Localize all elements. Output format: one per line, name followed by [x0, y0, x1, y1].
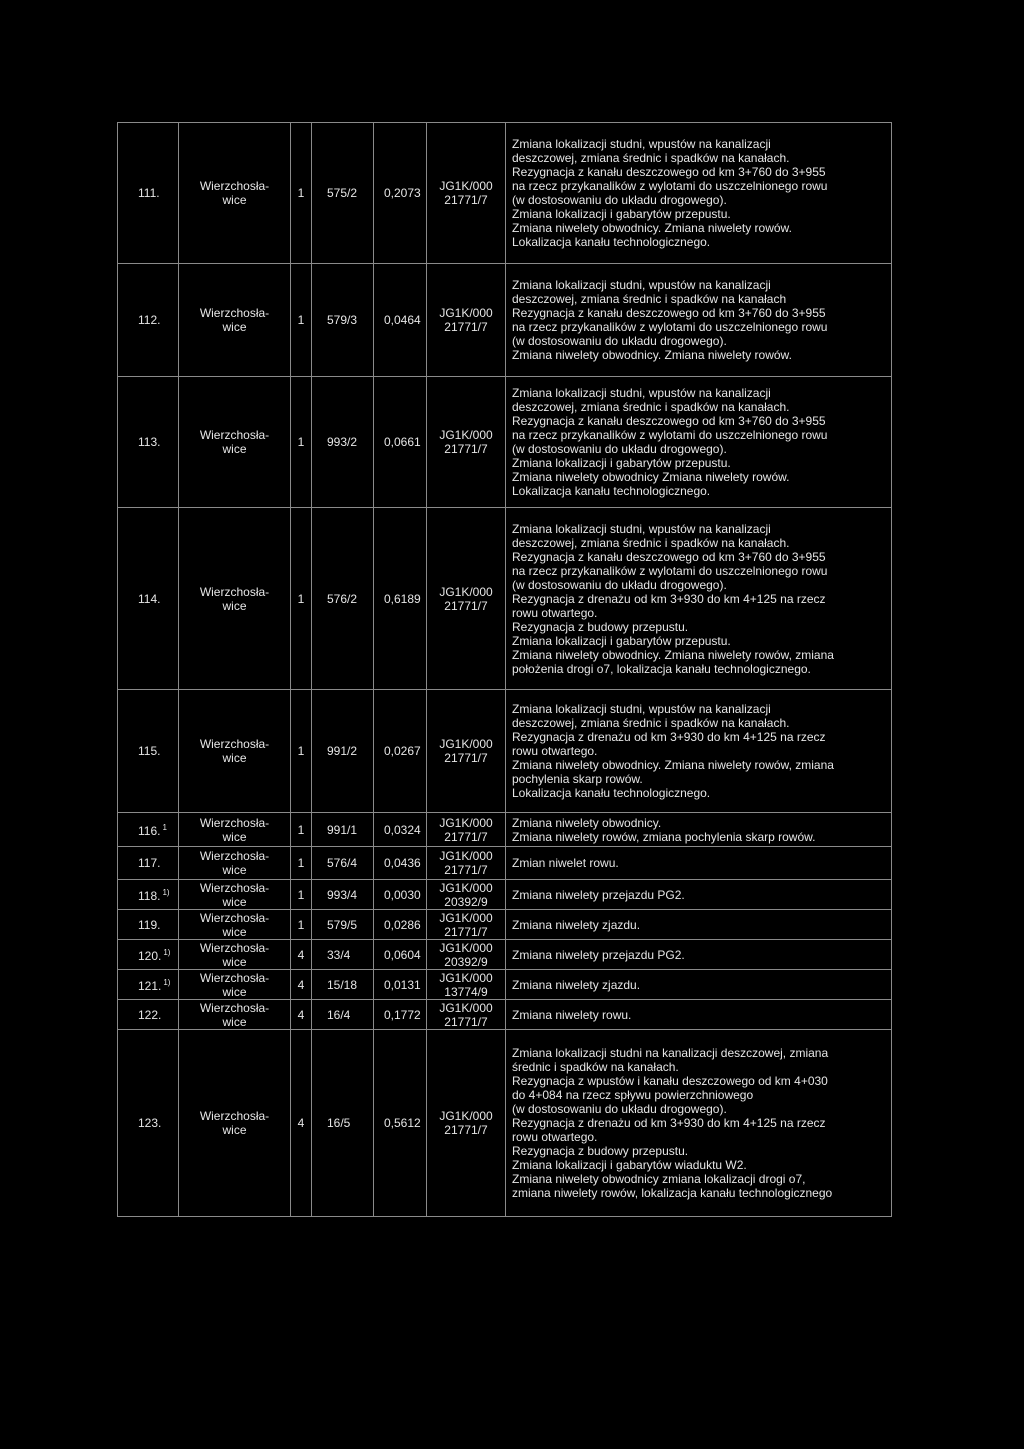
precinct-name-line: Wierzchosła- [199, 849, 270, 863]
land-register-line: JG1K/000 [439, 428, 493, 442]
precinct-cell [179, 123, 291, 264]
row-number: 112. [138, 313, 161, 327]
change-description-cell [506, 123, 892, 264]
area-value: 0,0661 [384, 435, 421, 449]
table-row [118, 880, 892, 910]
description-line: rowu otwartego. [512, 744, 598, 758]
area-cell [374, 940, 427, 970]
description-line: Zmiana niwelety zjazdu. [512, 917, 641, 932]
row-number-cell [118, 264, 179, 377]
row-number-cell [118, 123, 179, 264]
change-description-cell [506, 880, 892, 910]
parcel-cell [312, 377, 374, 508]
row-number: 113. [138, 435, 161, 449]
precinct-name-line: wice [222, 984, 247, 999]
precinct-name-line: wice [222, 894, 247, 909]
row-number: 118. [138, 889, 161, 903]
table-row [118, 508, 892, 690]
description-line: Zmiana niwelety obwodnicy. [512, 815, 662, 830]
row-number: 115. [138, 744, 161, 758]
precinct-cell [179, 690, 291, 813]
parcel-number: 991/1 [327, 822, 358, 837]
description-line: Zmiana niwelety obwodnicy. Zmiana niwelety rowów, zmiana [512, 647, 834, 662]
description-line: Zmiana lokalizacji i gabarytów wiaduktu W2. [512, 1158, 747, 1172]
change-description-cell [506, 1000, 892, 1030]
description-line: Rezygnacja z drenażu od km 3+930 do km 4+125 na rzecz [512, 730, 826, 744]
land-register-line: JG1K/000 [439, 737, 493, 751]
land-register-cell [427, 690, 506, 813]
description-line: zmiana niwelety rowów, lokalizacja kanału technologicznego [512, 1186, 833, 1200]
description-line: Zmiana niwelety przejazdu PG2. [512, 887, 685, 902]
parcel-number: 575/2 [327, 186, 358, 200]
description-line: położenia drogi o7, lokalizacja kanału technologicznego. [512, 661, 811, 676]
description-line: Zmiana lokalizacji i gabarytów przepustu. [512, 456, 731, 470]
land-register-line: 21771/7 [444, 1123, 488, 1137]
land-register-cell [427, 1000, 506, 1030]
parcel-number: 579/3 [327, 313, 358, 327]
land-register-line: JG1K/000 [439, 179, 493, 193]
change-description-cell [506, 940, 892, 970]
row-number: 122. [138, 1007, 162, 1022]
description-line: Rezygnacja z drenażu od km 3+930 do km 4+125 na rzecz [512, 1116, 826, 1130]
precinct-name-line: Wierzchosła- [199, 910, 270, 925]
description-line: deszczowej, zmiana średnic i spadków na kanałach. [512, 716, 790, 730]
description-line: Zmiana lokalizacji studni, wpustów na kanalizacji [512, 386, 771, 400]
sheet-number: 1 [297, 887, 305, 902]
land-register-line: 20392/9 [444, 954, 488, 969]
sheet-cell [291, 880, 312, 910]
description-line: Rezygnacja z budowy przepustu. [512, 619, 689, 634]
sheet-cell [291, 940, 312, 970]
parcel-cell [312, 970, 374, 1000]
parcel-cell [312, 813, 374, 847]
sheet-cell [291, 508, 312, 690]
description-line: (w dostosowaniu do układu drogowego). [512, 193, 727, 207]
precinct-name-line: Wierzchosła- [199, 1000, 270, 1015]
row-number-cell [118, 940, 179, 970]
precinct-name-line: wice [222, 863, 247, 877]
precinct-name-line: Wierzchosła- [199, 179, 270, 193]
area-cell [374, 970, 427, 1000]
sheet-cell [291, 970, 312, 1000]
description-line: Zmiana lokalizacji studni, wpustów na kanalizacji [512, 278, 771, 292]
land-register-line: 21771/7 [444, 829, 488, 844]
land-register-line: JG1K/000 [439, 815, 493, 830]
precinct-name-line: wice [222, 1014, 247, 1029]
description-line: (w dostosowaniu do układu drogowego). [512, 577, 727, 592]
sheet-cell [291, 1000, 312, 1030]
area-value: 0,0604 [384, 947, 421, 962]
parcel-number: 993/2 [327, 435, 358, 449]
area-cell [374, 813, 427, 847]
parcel-cell [312, 1000, 374, 1030]
description-line: Zmiana niwelety zjazdu. [512, 977, 641, 992]
precinct-cell [179, 813, 291, 847]
parcel-cell [312, 880, 374, 910]
sheet-number: 1 [297, 822, 305, 837]
precinct-name-line: wice [222, 598, 247, 613]
row-number: 120. [138, 949, 162, 963]
land-register-line: 13774/9 [444, 984, 488, 999]
table-row [118, 1030, 892, 1217]
land-register-cell [427, 910, 506, 940]
land-register-cell [427, 508, 506, 690]
change-description-cell [506, 377, 892, 508]
land-register-line: 21771/7 [444, 863, 488, 877]
land-register-line: 20392/9 [444, 894, 488, 909]
footnote-marker: 1) [163, 948, 171, 957]
description-line: Rezygnacja z wpustów i kanału deszczowego od km 4+030 [512, 1074, 828, 1088]
area-value: 0,0030 [384, 887, 421, 902]
parcel-number: 579/5 [327, 917, 358, 932]
sheet-number: 1 [297, 917, 305, 932]
description-line: Zmiana niwelety obwodnicy zmiana lokalizacji drogi o7, [512, 1172, 806, 1186]
parcel-cell [312, 508, 374, 690]
precinct-name-line: wice [222, 193, 247, 207]
table-row [118, 1000, 892, 1030]
description-line: Rezygnacja z kanału deszczowego od km 3+760 do 3+955 [512, 414, 826, 428]
land-register-cell [427, 940, 506, 970]
table-row [118, 940, 892, 970]
sheet-number: 4 [297, 1116, 305, 1130]
description-line: Zmiana niwelety obwodnicy. Zmiana niwelety rowów, zmiana [512, 758, 834, 772]
description-line: Zmiana lokalizacji studni na kanalizacji deszczowej, zmiana [512, 1046, 829, 1060]
precinct-name-line: wice [222, 924, 247, 939]
description-line: na rzecz przykanalików z wylotami do uszczelnionego rowu [512, 179, 828, 193]
row-number: 116. [138, 824, 161, 838]
parcel-number: 993/4 [327, 887, 358, 902]
description-line: na rzecz przykanalików z wylotami do uszczelnionego rowu [512, 563, 828, 578]
description-line: rowu otwartego. [512, 605, 598, 620]
parcel-cell [312, 1030, 374, 1217]
change-description-cell [506, 970, 892, 1000]
precinct-name-line: wice [222, 954, 247, 969]
precinct-name-line: wice [222, 320, 247, 334]
land-register-cell [427, 970, 506, 1000]
table-row [118, 690, 892, 813]
sheet-cell [291, 123, 312, 264]
row-number-cell [118, 377, 179, 508]
row-number-cell [118, 690, 179, 813]
land-register-line: JG1K/000 [439, 849, 493, 863]
precinct-name-line: Wierzchosła- [199, 1109, 270, 1123]
precinct-name-line: Wierzchosła- [199, 815, 270, 830]
land-register-cell [427, 813, 506, 847]
area-value: 0,6189 [384, 591, 421, 606]
row-number: 111. [138, 186, 160, 200]
area-cell [374, 264, 427, 377]
land-register-line: JG1K/000 [439, 940, 493, 955]
precinct-name-line: wice [222, 1123, 247, 1137]
parcel-cell [312, 940, 374, 970]
land-register-line: JG1K/000 [439, 584, 493, 599]
parcel-number: 991/2 [327, 744, 358, 758]
description-line: Rezygnacja z drenażu od km 3+930 do km 4+125 na rzecz [512, 591, 826, 606]
area-cell [374, 880, 427, 910]
sheet-number: 4 [297, 1007, 305, 1022]
description-line: Zmian niwelet rowu. [512, 856, 619, 870]
row-number: 114. [138, 591, 161, 606]
description-line: (w dostosowaniu do układu drogowego). [512, 442, 727, 456]
precinct-name-line: Wierzchosła- [199, 880, 270, 895]
description-line: Rezygnacja z budowy przepustu. [512, 1144, 689, 1158]
description-line: Zmiana niwelety przejazdu PG2. [512, 947, 685, 962]
land-register-line: JG1K/000 [439, 910, 493, 925]
table-row [118, 377, 892, 508]
description-line: deszczowej, zmiana średnic i spadków na kanałach. [512, 400, 790, 414]
change-description-cell [506, 1030, 892, 1217]
precinct-name-line: Wierzchosła- [199, 970, 270, 985]
table-row [118, 264, 892, 377]
description-line: (w dostosowaniu do układu drogowego). [512, 334, 727, 348]
precinct-name-line: Wierzchosła- [199, 737, 270, 751]
precinct-name-line: Wierzchosła- [199, 584, 270, 599]
sheet-number: 1 [297, 744, 305, 758]
row-number: 121. [138, 979, 162, 993]
area-value: 0,1772 [384, 1007, 421, 1022]
area-cell [374, 123, 427, 264]
description-line: Rezygnacja z kanału deszczowego od km 3+760 do 3+955 [512, 549, 826, 564]
parcel-cell [312, 123, 374, 264]
precinct-cell [179, 910, 291, 940]
description-line: do 4+084 na rzecz spływu powierzchniowego [512, 1088, 754, 1102]
row-number-cell [118, 1000, 179, 1030]
change-description-cell [506, 264, 892, 377]
footnote-marker: 1) [163, 978, 171, 987]
sheet-number: 1 [297, 591, 305, 606]
precinct-name-line: wice [222, 829, 247, 844]
description-line: pochylenia skarp rowów. [512, 772, 643, 786]
table-row [118, 813, 892, 847]
precinct-name-line: Wierzchosła- [199, 428, 270, 442]
description-line: Rezygnacja z kanału deszczowego od km 3+760 do 3+955 [512, 165, 826, 179]
description-line: rowu otwartego. [512, 1130, 598, 1144]
parcel-number: 16/5 [327, 1116, 351, 1130]
description-line: Zmiana niwelety rowów, zmiana pochylenia skarp rowów. [512, 829, 816, 844]
precinct-cell [179, 1000, 291, 1030]
precinct-cell [179, 508, 291, 690]
land-register-line: 21771/7 [444, 442, 488, 456]
parcel-cell [312, 690, 374, 813]
area-value: 0,0267 [384, 744, 421, 758]
description-line: Zmiana lokalizacji studni, wpustów na kanalizacji [512, 137, 771, 151]
description-line: Lokalizacja kanału technologicznego. [512, 786, 711, 800]
sheet-cell [291, 813, 312, 847]
description-line: Zmiana lokalizacji i gabarytów przepustu. [512, 207, 731, 221]
area-cell [374, 1000, 427, 1030]
sheet-number: 1 [297, 186, 305, 200]
land-register-cell [427, 123, 506, 264]
sheet-number: 1 [297, 313, 305, 327]
description-line: deszczowej, zmiana średnic i spadków na kanałach. [512, 151, 790, 165]
land-register-line: 21771/7 [444, 193, 488, 207]
description-line: Zmiana niwelety obwodnicy. Zmiana niwelety rowów. [512, 348, 792, 362]
precinct-cell [179, 970, 291, 1000]
area-value: 0,0131 [384, 977, 421, 992]
description-line: deszczowej, zmiana średnic i spadków na kanałach. [512, 535, 790, 550]
description-line: Zmiana lokalizacji i gabarytów przepustu. [512, 633, 731, 648]
description-line: Zmiana lokalizacji studni, wpustów na kanalizacji [512, 521, 771, 536]
description-line: Lokalizacja kanału technologicznego. [512, 235, 711, 249]
land-register-cell [427, 264, 506, 377]
description-line: Lokalizacja kanału technologicznego. [512, 484, 711, 498]
land-register-cell [427, 847, 506, 880]
parcel-number: 576/4 [327, 856, 358, 870]
land-register-line: 21771/7 [444, 924, 488, 939]
row-number-cell [118, 847, 179, 880]
footnote-marker: 1 [162, 823, 167, 832]
precinct-cell [179, 880, 291, 910]
row-number-cell [118, 910, 179, 940]
sheet-number: 4 [297, 947, 305, 962]
parcel-number: 16/4 [327, 1007, 351, 1022]
parcel-cell [312, 264, 374, 377]
area-value: 0,0324 [384, 822, 421, 837]
description-line: na rzecz przykanalików z wylotami do uszczelnionego rowu [512, 428, 828, 442]
area-value: 0,2073 [384, 186, 421, 200]
land-register-line: 21771/7 [444, 1014, 488, 1029]
land-register-cell [427, 880, 506, 910]
table-row [118, 123, 892, 264]
row-number-cell [118, 970, 179, 1000]
change-description-cell [506, 813, 892, 847]
row-number-cell [118, 813, 179, 847]
description-line: średnic i spadków na kanałach. [512, 1060, 679, 1074]
sheet-cell [291, 1030, 312, 1217]
land-register-line: JG1K/000 [439, 306, 493, 320]
parcel-cell [312, 847, 374, 880]
land-register-line: 21771/7 [444, 598, 488, 613]
sheet-number: 1 [297, 856, 305, 870]
parcel-table-body [118, 123, 892, 1217]
footnote-marker: 1) [162, 888, 170, 897]
land-register-line: JG1K/000 [439, 880, 493, 895]
land-register-line: JG1K/000 [439, 1109, 493, 1123]
description-line: Zmiana niwelety obwodnicy Zmiana niwelety rowów. [512, 470, 790, 484]
change-description-cell [506, 508, 892, 690]
area-value: 0,5612 [384, 1116, 421, 1130]
change-description-cell [506, 847, 892, 880]
land-register-line: 21771/7 [444, 320, 488, 334]
area-value: 0,0436 [384, 856, 421, 870]
description-line: Rezygnacja z kanału deszczowego od km 3+760 do 3+955 [512, 306, 826, 320]
table-row [118, 910, 892, 940]
parcel-number: 576/2 [327, 591, 358, 606]
area-cell [374, 910, 427, 940]
precinct-name-line: Wierzchosła- [199, 940, 270, 955]
area-cell [374, 847, 427, 880]
area-value: 0,0286 [384, 917, 421, 932]
parcel-number: 33/4 [327, 947, 351, 962]
sheet-cell [291, 847, 312, 880]
description-line: Zmiana lokalizacji studni, wpustów na kanalizacji [512, 702, 771, 716]
precinct-name-line: Wierzchosła- [199, 306, 270, 320]
precinct-name-line: wice [222, 442, 247, 456]
area-cell [374, 1030, 427, 1217]
sheet-number: 1 [297, 435, 305, 449]
precinct-cell [179, 847, 291, 880]
precinct-cell [179, 377, 291, 508]
area-cell [374, 508, 427, 690]
precinct-cell [179, 1030, 291, 1217]
change-description-cell [506, 910, 892, 940]
precinct-name-line: wice [222, 751, 247, 765]
precinct-cell [179, 264, 291, 377]
parcel-cell [312, 910, 374, 940]
description-line: (w dostosowaniu do układu drogowego). [512, 1102, 727, 1116]
row-number-cell [118, 880, 179, 910]
land-register-line: JG1K/000 [439, 970, 493, 985]
sheet-cell [291, 377, 312, 508]
sheet-cell [291, 264, 312, 377]
row-number: 123. [138, 1116, 162, 1130]
table-row [118, 970, 892, 1000]
description-line: na rzecz przykanalików z wylotami do uszczelnionego rowu [512, 320, 828, 334]
parcel-number: 15/18 [327, 977, 358, 992]
land-register-cell [427, 377, 506, 508]
table-row [118, 847, 892, 880]
sheet-number: 4 [297, 977, 305, 992]
area-cell [374, 690, 427, 813]
description-line: deszczowej, zmiana średnic i spadków na kanałach [512, 292, 787, 306]
land-register-line: 21771/7 [444, 751, 488, 765]
row-number: 117. [138, 856, 161, 870]
land-register-line: JG1K/000 [439, 1000, 493, 1015]
area-cell [374, 377, 427, 508]
parcel-table [117, 122, 892, 1217]
row-number-cell [118, 508, 179, 690]
description-line: Zmiana niwelety obwodnicy. Zmiana niwelety rowów. [512, 221, 792, 235]
area-value: 0,0464 [384, 313, 421, 327]
row-number-cell [118, 1030, 179, 1217]
land-register-cell [427, 1030, 506, 1217]
sheet-cell [291, 910, 312, 940]
change-description-cell [506, 690, 892, 813]
sheet-cell [291, 690, 312, 813]
description-line: Zmiana niwelety rowu. [512, 1007, 632, 1022]
precinct-cell [179, 940, 291, 970]
row-number: 119. [138, 917, 161, 932]
